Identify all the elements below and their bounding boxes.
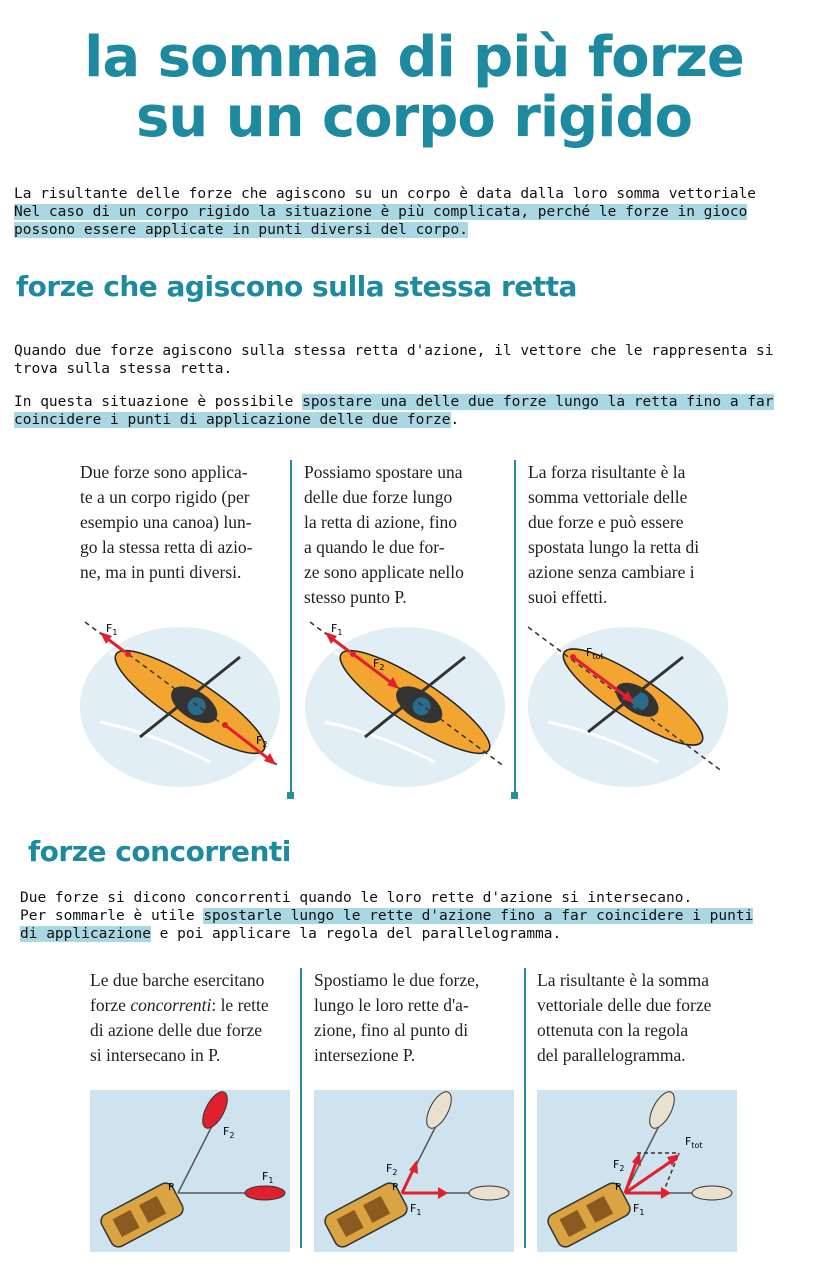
f2-label: $F_2$ bbox=[386, 1162, 398, 1177]
section2-p1-line1: Due forze si dicono concorrenti quando le loro rette d'azione si intersecano. bbox=[20, 890, 693, 906]
intro-line1: La risultante delle forze che agiscono su un corpo è data dalla loro somma vettoriale bbox=[14, 186, 757, 202]
section1-p2-line2: coincidere i punti di applicazione delle due forze. bbox=[14, 412, 460, 428]
canoe-illustration-2 bbox=[305, 612, 510, 797]
section2-p1-line2: Per sommarle è utile spostarle lungo le rette d'azione fino a far coincidere i punti bbox=[20, 908, 754, 924]
boat-illustration-1 bbox=[90, 1090, 290, 1252]
ftot-label: $F_{tot}$ bbox=[586, 646, 604, 661]
section2-caption-2: Spostiamo le due forze, lungo le loro rette d'a- zione, fino al punto di intersezione P. bbox=[314, 970, 480, 1065]
point-p-label: P bbox=[615, 1182, 622, 1193]
column-separator bbox=[514, 460, 516, 795]
separator-dot bbox=[511, 792, 518, 799]
point-p-label: P bbox=[168, 1182, 175, 1193]
boat-illustration-3 bbox=[537, 1090, 737, 1252]
section2-p1-line3: di applicazione e poi applicare la regola del parallelogramma. bbox=[20, 926, 562, 942]
section2-caption-1: Le due barche esercitano forze concorrenti: le rette di azione delle due forze si intersecano in P. bbox=[90, 970, 269, 1065]
f1-label: $F_1$ bbox=[633, 1202, 645, 1217]
f1-label: $F_1$ bbox=[262, 1170, 274, 1185]
separator-dot bbox=[287, 792, 294, 799]
section1-caption-3: La forza risultante è la somma vettoriale delle due forze e può essere spostata lungo la retta di azione senza cambiare i suoi effetti. bbox=[528, 462, 700, 607]
column-separator bbox=[300, 968, 302, 1248]
canoe-illustration-1 bbox=[80, 612, 285, 797]
boat-illustration-2 bbox=[314, 1090, 514, 1252]
f1-label: $F_1$ bbox=[410, 1202, 422, 1217]
section1-caption-1: Due forze sono applica- te a un corpo rigido (per esempio una canoa) lun- go la stessa retta di azio- ne, ma in punti diversi. bbox=[80, 462, 253, 582]
section1-p2-line1: In questa situazione è possibile spostare una delle due forze lungo la retta fino a far bbox=[14, 394, 774, 410]
page-title-line2: su un corpo rigido bbox=[136, 85, 692, 150]
point-p-label: P bbox=[392, 1182, 399, 1193]
page-title-line1: la somma di più forze bbox=[84, 25, 744, 90]
f1-label: $F_1$ bbox=[331, 622, 343, 637]
section1-caption-2: Possiamo spostare una delle due forze lungo la retta di azione, fino a quando le due for- ze sono applicate nello stesso punto P. bbox=[304, 462, 464, 607]
section2-heading: forze concorrenti bbox=[28, 835, 291, 868]
canoe-illustration-3 bbox=[528, 612, 733, 797]
intro-line2: Nel caso di un corpo rigido la situazione è più complicata, perché le forze in gioco bbox=[14, 204, 748, 220]
section1-p1-line2: trova sulla stessa retta. bbox=[14, 361, 233, 377]
section1-p1-line1: Quando due forze agiscono sulla stessa retta d'azione, il vettore che le rappresenta si bbox=[14, 343, 774, 359]
intro-line3: possono essere applicate in punti diversi del corpo. bbox=[14, 222, 468, 238]
column-separator bbox=[290, 460, 292, 795]
f1-label: $F_1$ bbox=[106, 622, 118, 637]
f2-label: $F_2$ bbox=[223, 1125, 235, 1140]
f2-label: $F_2$ bbox=[613, 1158, 625, 1173]
section2-caption-3: La risultante è la somma vettoriale delle due forze ottenuta con la regola del parallelogramma. bbox=[537, 970, 712, 1065]
ftot-label: $F_{tot}$ bbox=[685, 1135, 703, 1150]
column-separator bbox=[524, 968, 526, 1248]
f2-label: $F_2$ bbox=[373, 657, 385, 672]
section1-heading: forze che agiscono sulla stessa retta bbox=[16, 270, 577, 303]
f2-label: $F_2$ bbox=[256, 734, 268, 749]
